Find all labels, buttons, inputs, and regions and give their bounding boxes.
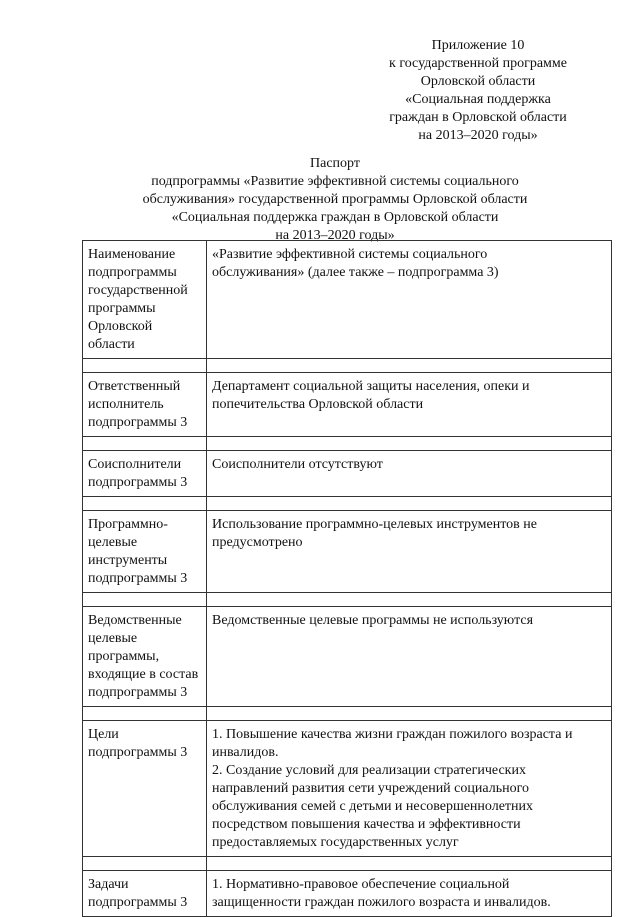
passport-title <box>60 155 610 245</box>
value-line: посредством повышения качества и эффективности <box>212 817 521 832</box>
label-line: Соисполнители <box>88 457 182 472</box>
table-row <box>83 607 612 707</box>
label-line: исполнитель <box>88 397 164 412</box>
label-line: подпрограммы 3 <box>88 685 188 700</box>
value-line: Департамент социальной защиты населения, опеки и <box>212 379 530 394</box>
label-line: Задачи <box>88 877 129 892</box>
row-value-goals <box>207 721 612 857</box>
table-row <box>83 511 612 593</box>
value-line: Использование программно-целевых инструментов не <box>212 517 537 532</box>
row-value-name <box>207 241 612 359</box>
table-row <box>83 373 612 437</box>
label-line: инструменты <box>88 553 168 568</box>
value-line: предусмотрено <box>212 535 303 550</box>
row-label-instruments <box>83 511 207 593</box>
value-line: направлений развития сети учреждений социального <box>212 781 529 796</box>
row-gap <box>83 593 612 607</box>
table-row <box>83 721 612 857</box>
appendix-line: Приложение 10 <box>431 38 525 53</box>
table-row <box>83 241 612 359</box>
appendix-line: «Социальная поддержка <box>405 92 551 107</box>
appendix-line: на 2013–2020 годы» <box>418 128 538 143</box>
passport-title-line: на 2013–2020 годы» <box>275 228 395 243</box>
value-line: инвалидов. <box>212 745 279 760</box>
label-line: программы, <box>88 649 160 664</box>
row-label-goals <box>83 721 207 857</box>
row-value-departmental-programs <box>207 607 612 707</box>
value-line: «Развитие эффективной системы социального <box>212 247 488 262</box>
label-line: входящие в состав <box>88 667 199 682</box>
value-line: обслуживания» (далее также – подпрограмма 3) <box>212 265 499 280</box>
label-line: программы <box>88 301 156 316</box>
appendix-line: граждан в Орловской области <box>389 110 567 125</box>
value-line: Соисполнители отсутствуют <box>212 457 383 472</box>
label-line: подпрограммы 3 <box>88 895 188 910</box>
row-gap <box>83 437 612 451</box>
row-label-tasks <box>83 871 207 917</box>
label-line: Орловской <box>88 319 153 334</box>
label-line: области <box>88 337 135 352</box>
value-line: защищенности граждан пожилого возраста и инвалидов. <box>212 895 551 910</box>
label-line: Наименование <box>88 247 176 262</box>
label-line: Цели <box>88 727 119 742</box>
label-line: Программно- <box>88 517 168 532</box>
row-value-executor <box>207 373 612 437</box>
label-line: подпрограммы 3 <box>88 571 188 586</box>
row-value-instruments <box>207 511 612 593</box>
label-line: подпрограммы <box>88 265 177 280</box>
value-line: 1. Нормативно-правовое обеспечение социальной <box>212 877 510 892</box>
label-line: целевые <box>88 535 138 550</box>
value-line: обслуживания семей с детьми и несовершеннолетних <box>212 799 534 814</box>
row-value-tasks <box>207 871 612 917</box>
value-line: предоставляемых государственных услуг <box>212 835 459 850</box>
appendix-line: Орловской области <box>420 74 536 89</box>
value-line: Ведомственные целевые программы не используются <box>212 613 534 628</box>
row-gap <box>83 707 612 721</box>
row-value-co-executors <box>207 451 612 497</box>
label-line: подпрограммы 3 <box>88 415 188 430</box>
row-label-executor <box>83 373 207 437</box>
row-gap <box>83 359 612 373</box>
value-line: 1. Повышение качества жизни граждан пожилого возраста и <box>212 727 573 742</box>
label-line: подпрограммы 3 <box>88 475 188 490</box>
label-line: Ответственный <box>88 379 181 394</box>
passport-title-line: Паспорт <box>310 156 360 171</box>
table-row <box>83 451 612 497</box>
label-line: государственной <box>88 283 188 298</box>
label-line: подпрограммы 3 <box>88 745 188 760</box>
row-label-departmental-programs <box>83 607 207 707</box>
value-line: попечительства Орловской области <box>212 397 424 412</box>
row-gap <box>83 497 612 511</box>
label-line: целевые <box>88 631 138 646</box>
table-row <box>83 871 612 917</box>
appendix-header <box>368 37 588 145</box>
label-line: Ведомственные <box>88 613 182 628</box>
passport-title-line: «Социальная поддержка граждан в Орловской области <box>171 210 499 225</box>
row-label-co-executors <box>83 451 207 497</box>
passport-title-line: обслуживания» государственной программы Орловской области <box>142 192 528 207</box>
row-gap <box>83 857 612 871</box>
appendix-line: к государственной программе <box>389 56 567 71</box>
row-label-name <box>83 241 207 359</box>
passport-title-line: подпрограммы «Развитие эффективной системы социального <box>151 174 519 189</box>
value-line: 2. Создание условий для реализации стратегических <box>212 763 526 778</box>
passport-table <box>82 240 612 917</box>
